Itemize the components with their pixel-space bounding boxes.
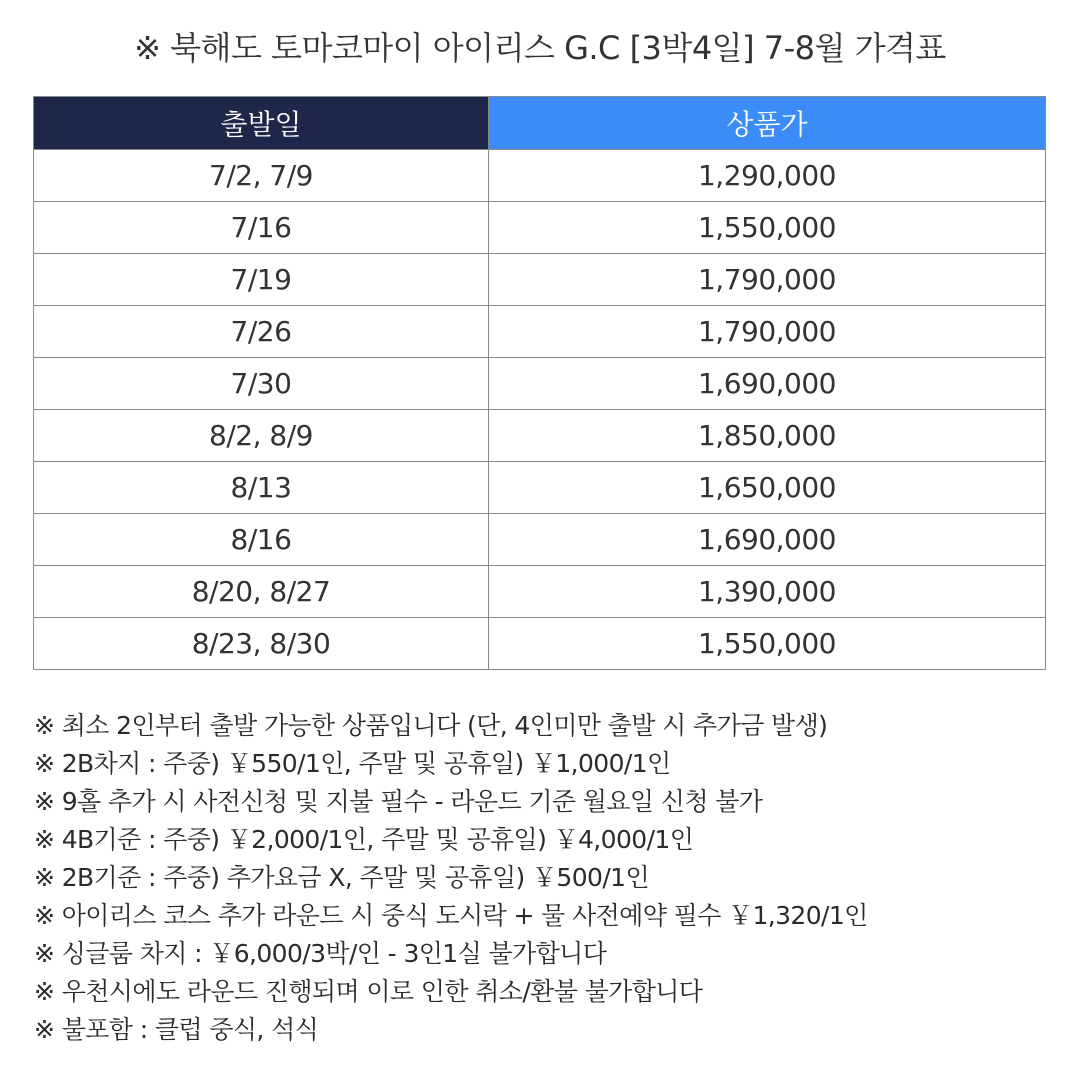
table-header-row	[34, 97, 1046, 150]
notes-list	[34, 707, 1054, 1049]
table-row	[34, 566, 1046, 618]
departure-date-cell: 7/2, 7/9	[34, 150, 489, 202]
column-header-price: 상품가	[489, 97, 1046, 150]
departure-date-cell: 7/16	[34, 202, 489, 254]
note-extra-round-lunch: ※ 아이리스 코스 추가 라운드 시 중식 도시락 + 물 사전예약 필수 ￥1,320/1인	[34, 901, 868, 930]
departure-date-cell: 7/19	[34, 254, 489, 306]
price-cell: 1,790,000	[489, 306, 1046, 358]
departure-date-cell: 8/16	[34, 514, 489, 566]
departure-date-cell: 8/20, 8/27	[34, 566, 489, 618]
note-minimum-travelers: ※ 최소 2인부터 출발 가능한 상품입니다 (단, 4인미만 출발 시 추가금 발생)	[34, 711, 828, 740]
price-table	[33, 96, 1046, 670]
note-9-hole-addition: ※ 9홀 추가 시 사전신청 및 지불 필수 - 라운드 기준 월요일 신청 불가	[34, 787, 763, 816]
departure-date-cell: 8/2, 8/9	[34, 410, 489, 462]
departure-date-cell: 7/30	[34, 358, 489, 410]
price-cell: 1,390,000	[489, 566, 1046, 618]
price-cell: 1,690,000	[489, 358, 1046, 410]
note-single-room-charge: ※ 싱글룸 차지 : ￥6,000/3박/인 - 3인1실 불가합니다	[34, 939, 607, 968]
column-header-departure-date: 출발일	[34, 97, 489, 150]
note-4b-basis: ※ 4B기준 : 주중) ￥2,000/1인, 주말 및 공휴일) ￥4,000/1인	[34, 825, 694, 854]
table-row	[34, 618, 1046, 670]
note-2b-charge: ※ 2B차지 : 주중) ￥550/1인, 주말 및 공휴일) ￥1,000/1인	[34, 749, 671, 778]
price-cell: 1,550,000	[489, 618, 1046, 670]
price-cell: 1,290,000	[489, 150, 1046, 202]
note-2b-basis: ※ 2B기준 : 주중) 추가요금 X, 주말 및 공휴일) ￥500/1인	[34, 863, 650, 892]
price-cell: 1,790,000	[489, 254, 1046, 306]
departure-date-cell: 8/23, 8/30	[34, 618, 489, 670]
table-row	[34, 150, 1046, 202]
table-row	[34, 410, 1046, 462]
table-row	[34, 462, 1046, 514]
price-cell: 1,850,000	[489, 410, 1046, 462]
departure-date-cell: 7/26	[34, 306, 489, 358]
table-row	[34, 358, 1046, 410]
table-row	[34, 306, 1046, 358]
price-cell: 1,550,000	[489, 202, 1046, 254]
note-rain-policy: ※ 우천시에도 라운드 진행되며 이로 인한 취소/환불 불가합니다	[34, 977, 703, 1006]
price-cell: 1,650,000	[489, 462, 1046, 514]
table-row	[34, 202, 1046, 254]
table-row	[34, 514, 1046, 566]
departure-date-cell: 8/13	[34, 462, 489, 514]
table-row	[34, 254, 1046, 306]
page-title: ※ 북해도 토마코마이 아이리스 G.C [3박4일] 7-8월 가격표	[134, 29, 946, 67]
price-cell: 1,690,000	[489, 514, 1046, 566]
note-exclusions: ※ 불포함 : 클럽 중식, 석식	[34, 1015, 319, 1044]
